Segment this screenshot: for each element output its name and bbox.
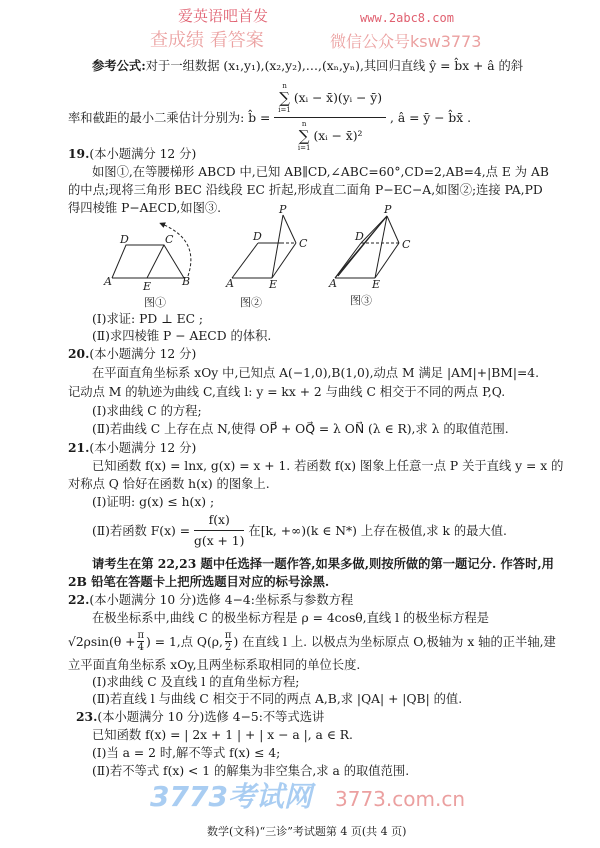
q21-number: 21. (68, 440, 90, 455)
fig3-label-c: C (402, 238, 411, 251)
q22-line3: 立平面直角坐标系 xOy,且两坐标系取相同的单位长度. (68, 658, 361, 672)
q23-part-1: (Ⅰ)当 a = 2 时,解不等式 f(x) ≤ 4; (92, 746, 281, 760)
fig2-label-c: C (299, 237, 308, 250)
sum-top: n (282, 82, 287, 90)
q21-points: (本小题满分 12 分) (89, 441, 197, 455)
q23-header (76, 709, 324, 725)
fraction-numerator: (xᵢ − x̄)(yᵢ − ȳ) (293, 91, 383, 105)
fig3-label-d: D (355, 230, 364, 243)
q20-text-line: 在平面直角坐标系 xOy 中,已知点 A(−1,0),B(1,0),动点 M 满足 |AM|+|BM|=4. (92, 366, 540, 380)
q22-line2-part: ) 在直线 l 上. 以极点为坐标原点 O,极轴为 x 轴的正半轴,建 (233, 634, 556, 649)
figure-2 (232, 215, 296, 278)
q23-part-2: (Ⅱ)若不等式 f(x) < 1 的解集为非空集合,求 a 的取值范围. (92, 764, 410, 778)
fig2-label-d: D (253, 230, 262, 243)
header-site-name: 爱英语吧首发 (178, 7, 269, 25)
fraction-numerator: f(x) (194, 512, 244, 531)
pi-over-2 (225, 630, 232, 653)
q19-part-1: (Ⅰ)求证: PD ⊥ EC ; (92, 312, 204, 326)
q20-text-line: 记动点 M 的轨迹为曲线 C,直线 l: y = kx + 2 与曲线 C 相交于不同的两点 P,Q. (68, 385, 506, 399)
sum-bottom: i=1 (297, 144, 311, 152)
q19-points: (本小题满分 12 分) (89, 147, 197, 161)
watermark-wechat: 微信公众号ksw3773 (330, 32, 482, 51)
q19-part-2: (Ⅱ)求四棱锥 P − AECD 的体积. (92, 329, 272, 343)
q21-part-2-prefix: (Ⅱ)若函数 F(x) = (92, 523, 191, 538)
q20-part-2: (Ⅱ)若曲线 C 上存在点 N,使得 OP⃗ + OQ⃗ = λ ON⃗ (λ ∈ R),求 λ 的取值范围. (92, 422, 509, 436)
q19-text-line: 的中点;现将三角形 BEC 沿线段 EC 折起,形成直二面角 P−EC−A,如图②;连接 PA,PD (68, 183, 543, 197)
fig2-label-a: A (226, 277, 234, 290)
header-site-url: www.2abc8.com (360, 11, 454, 25)
fig1-label-c: C (165, 233, 174, 246)
page-footer: 数学(文科)“三诊”考试题第 4 页(共 4 页) (207, 825, 407, 838)
fraction-numerator: π (137, 630, 145, 641)
sigma-icon: ∑ (298, 127, 310, 145)
watermark-slogan: 查成绩 看答案 (150, 30, 264, 51)
q21-part-1: (Ⅰ)证明: g(x) ≤ h(x) ; (92, 495, 215, 509)
q21-text-line: 对称点 Q 恰好在函数 h(x) 的图象上. (68, 477, 270, 491)
q20-header (68, 346, 196, 362)
fig1-label-e: E (143, 280, 152, 293)
fig3-label-p: P (384, 203, 392, 216)
fraction-denominator: 2 (225, 642, 232, 653)
q22-line1: 在极坐标系中,曲线 C 的极坐标方程是 ρ = 4cosθ,直线 l 的极坐标方程是 (92, 611, 490, 625)
fig1-caption: 图① (144, 296, 166, 309)
q20-part-1: (Ⅰ)求曲线 C 的方程; (92, 404, 202, 418)
fraction-denominator: 4 (137, 642, 144, 653)
fig2-caption: 图② (240, 296, 262, 309)
pi-over-4 (137, 630, 144, 653)
instruction-line: 2B 铅笔在答题卡上把所选题目对应的标号涂黑. (68, 574, 330, 589)
q22-line2 (68, 630, 556, 653)
q22-points: (本小题满分 10 分)选修 4−4:坐标系与参数方程 (89, 593, 354, 607)
q23-number: 23. (76, 709, 98, 724)
watermark-domain: 3773.com.cn (335, 787, 465, 811)
q21-part-2-suffix: 在[k, +∞)(k ∈ N*) 上存在极值,求 k 的最大值. (248, 523, 507, 538)
q23-line1: 已知函数 f(x) = | 2x + 1 | + | x − a |, a ∈ R. (92, 728, 353, 742)
q23-points: (本小题满分 10 分)选修 4−5:不等式选讲 (97, 710, 325, 724)
q21-header (68, 440, 196, 456)
fig3-caption: 图③ (350, 294, 372, 307)
q22-number: 22. (68, 592, 90, 607)
formula-line2-suffix: , â = ȳ − b̂x̄ . (390, 110, 471, 125)
q21-part-2 (92, 512, 507, 549)
fig3-label-a: A (329, 277, 337, 290)
q22-line2-part: ) = 1,点 Q(ρ, (146, 634, 223, 649)
fraction-denominator: (xᵢ − x̄)² (313, 129, 363, 143)
q21-fraction (194, 512, 244, 549)
instruction-line: 请考生在第 22,23 题中任选择一题作答,如果多做,则按所做的第一题记分. 作答时,用 (92, 556, 554, 571)
watermark-logo: 3773考试网 (150, 780, 312, 813)
formula-label: 参考公式: (92, 58, 146, 73)
fig1-label-b: B (182, 275, 191, 288)
fraction-numerator: π (224, 630, 232, 641)
q22-part-1: (Ⅰ)求曲线 C 及直线 l 的直角坐标方程; (92, 675, 300, 689)
fold-arrow-icon (162, 224, 191, 276)
formula-text: 对于一组数据 (x₁,y₁),(x₂,y₂),…,(xₙ,yₙ),其回归直线 ŷ = b̂x + â 的斜 (145, 59, 524, 73)
fig3-label-e: E (372, 278, 381, 291)
fraction-denominator: g(x + 1) (194, 534, 245, 548)
q22-line2-part: √2ρsin(θ + (68, 634, 136, 649)
figure-3 (335, 216, 399, 278)
fig2-label-e: E (269, 278, 278, 291)
q19-text-line: 如图①,在等腰梯形 ABCD 中,已知 AB∥CD,∠ABC=60°,CD=2,AB=4,点 E 为 AB (92, 165, 549, 179)
sum-bottom: i=1 (278, 106, 291, 114)
sigma-icon: ∑ (279, 89, 290, 107)
sum-top: n (301, 120, 307, 128)
q19-text-line: 得四棱锥 P−AECD,如图③. (68, 201, 222, 215)
formula-line2-prefix: 率和截距的最小二乘估计分别为: b̂ = (68, 110, 271, 125)
q20-points: (本小题满分 12 分) (89, 347, 197, 361)
q20-number: 20. (68, 346, 90, 361)
q22-part-2: (Ⅱ)若直线 l 与曲线 C 相交于不同的两点 A,B,求 |QA| + |QB| 的值. (92, 692, 463, 706)
fig1-label-a: A (104, 275, 112, 288)
q22-header (68, 592, 353, 608)
fig1-label-d: D (120, 233, 129, 246)
q19-number: 19. (68, 146, 90, 161)
fig2-label-p: P (279, 203, 287, 216)
q21-text-line: 已知函数 f(x) = lnx, g(x) = x + 1. 若函数 f(x) 图象上任意一点 P 关于直线 y = x 的 (92, 459, 564, 473)
